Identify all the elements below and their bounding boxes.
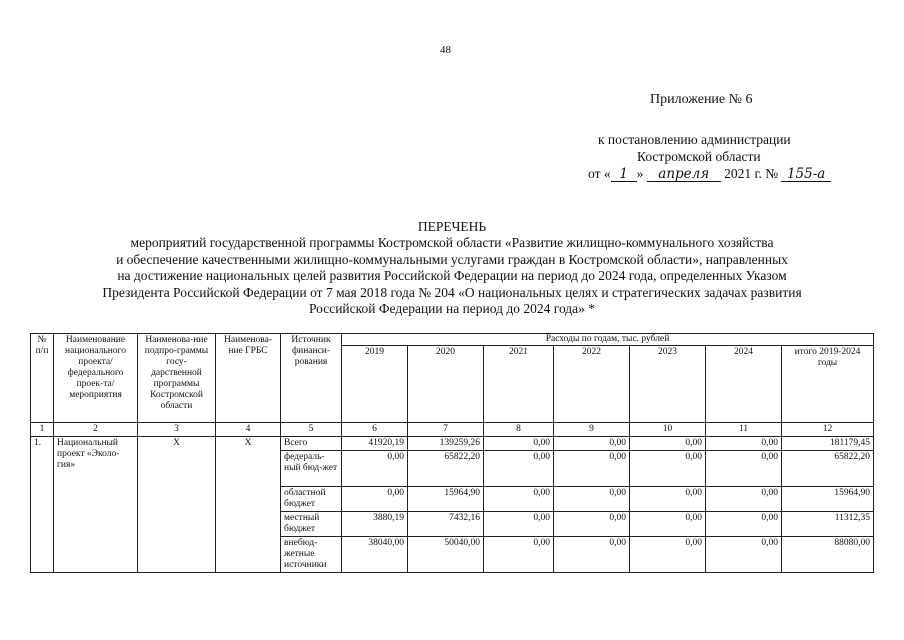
column-number: 12	[782, 423, 874, 437]
description-line: мероприятий государственной программы Костромской области «Развитие жилищно-коммунального хозяйства	[130, 235, 774, 250]
value-cell: 0,00	[706, 437, 782, 451]
value-cell: 139259,26	[408, 437, 484, 451]
value-cell: 38040,00	[342, 537, 408, 573]
value-cell: 0,00	[554, 512, 630, 537]
header-total: итого 2019-2024 годы	[782, 346, 874, 423]
header-year: 2021	[484, 346, 554, 423]
value-cell: 0,00	[630, 437, 706, 451]
value-cell: 0,00	[630, 537, 706, 573]
header-grbs: Наименова-ние ГРБС	[216, 334, 281, 423]
column-number: 3	[138, 423, 216, 437]
source-name: местный бюджет	[281, 512, 342, 537]
document-description	[60, 235, 844, 318]
table-header-row	[31, 334, 874, 346]
value-cell: 41920,19	[342, 437, 408, 451]
header-year: 2022	[554, 346, 630, 423]
value-cell: 0,00	[484, 487, 554, 512]
page-number: 48	[440, 44, 451, 56]
header-project: Наименование национального проекта/ федерального проек-та/мероприятия	[54, 334, 138, 423]
table-row	[31, 437, 874, 451]
description-line: и обеспечение качественными жилищно-коммунальными услугами граждан в Костромской области», направленных	[116, 251, 788, 267]
appendix-label: Приложение № 6	[650, 92, 753, 107]
source-name: федераль-ный бюд-жет	[281, 451, 342, 487]
column-number: 4	[216, 423, 281, 437]
value-cell: 15964,90	[408, 487, 484, 512]
value-cell: 0,00	[554, 487, 630, 512]
value-cell: 0,00	[554, 537, 630, 573]
value-cell: 0,00	[706, 537, 782, 573]
value-cell: 0,00	[554, 451, 630, 487]
column-number: 2	[54, 423, 138, 437]
total-cell: 15964,90	[782, 487, 874, 512]
header-year: 2019	[342, 346, 408, 423]
row-num: 1.	[31, 437, 54, 573]
decree-date-line	[588, 166, 831, 182]
total-cell: 181179,45	[782, 437, 874, 451]
source-name: Всего	[281, 437, 342, 451]
decree-line-1: к постановлению администрации	[598, 132, 791, 147]
column-number: 1	[31, 423, 54, 437]
value-cell: 0,00	[630, 487, 706, 512]
value-cell: 0,00	[484, 537, 554, 573]
total-cell: 65822,20	[782, 451, 874, 487]
header-year: 2020	[408, 346, 484, 423]
column-number: 6	[342, 423, 408, 437]
value-cell: 0,00	[706, 487, 782, 512]
column-number: 7	[408, 423, 484, 437]
measures-table	[30, 333, 874, 573]
header-year: 2023	[630, 346, 706, 423]
column-number: 5	[281, 423, 342, 437]
value-cell: 0,00	[342, 451, 408, 487]
date-prefix: от «	[588, 166, 611, 181]
column-number: 10	[630, 423, 706, 437]
column-number: 9	[554, 423, 630, 437]
document-heading: ПЕРЕЧЕНЬ	[417, 219, 487, 234]
column-number: 8	[484, 423, 554, 437]
handwritten-decree-number: 155-а	[781, 167, 831, 182]
value-cell: 7432,16	[408, 512, 484, 537]
value-cell: 0,00	[342, 487, 408, 512]
value-cell: 3880,19	[342, 512, 408, 537]
header-source: Источник финанси-рования	[281, 334, 342, 423]
value-cell: 0,00	[554, 437, 630, 451]
date-year: 2021 г. №	[724, 166, 779, 181]
description-line: на достижение национальных целей развития Российской Федерации на период до 2024 года, определенных Указом	[117, 268, 787, 283]
date-mid: »	[636, 166, 644, 181]
value-cell: 0,00	[484, 512, 554, 537]
value-cell: 0,00	[706, 451, 782, 487]
header-num: № п/п	[31, 334, 54, 423]
column-number-row	[31, 423, 874, 437]
header-subprogram: Наименова-ние подпро-граммы госу-дарственной программы Костромской области	[138, 334, 216, 423]
row-project: Национальный проект «Эколо-гия»	[54, 437, 138, 573]
column-number: 11	[706, 423, 782, 437]
source-name: внебюд-жетные источники	[281, 537, 342, 573]
value-cell: 0,00	[630, 451, 706, 487]
source-name: областной бюджет	[281, 487, 342, 512]
handwritten-day: 1	[611, 167, 637, 182]
value-cell: 0,00	[630, 512, 706, 537]
row-subprogram: Х	[138, 437, 216, 573]
value-cell: 0,00	[706, 512, 782, 537]
value-cell: 0,00	[484, 451, 554, 487]
value-cell: 50040,00	[408, 537, 484, 573]
total-cell: 88080,00	[782, 537, 874, 573]
handwritten-month: апреля	[647, 167, 721, 182]
header-expenses: Расходы по годам, тыс. рублей	[342, 334, 874, 346]
value-cell: 0,00	[484, 437, 554, 451]
header-year: 2024	[706, 346, 782, 423]
total-cell: 11312,35	[782, 512, 874, 537]
value-cell: 65822,20	[408, 451, 484, 487]
decree-line-2: Костромской области	[637, 149, 761, 164]
description-line: Российской Федерации на период до 2024 года» *	[308, 301, 596, 316]
description-line: Президента Российской Федерации от 7 мая 2018 года № 204 «О национальных целях и стратегических задачах развития	[102, 284, 802, 300]
row-grbs: Х	[216, 437, 281, 573]
